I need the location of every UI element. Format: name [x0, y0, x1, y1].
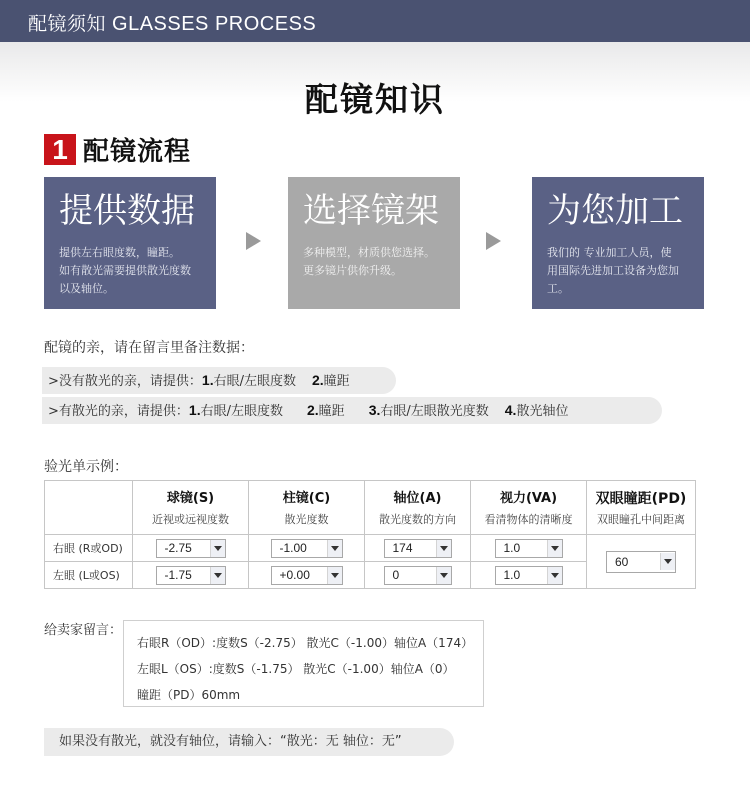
item-text: 右眼/左眼散光度数: [380, 404, 489, 419]
item-number: 2.: [306, 402, 319, 418]
step-desc-line: 用国际先进加工设备为您加: [547, 264, 679, 277]
va-select[interactable]: 1.0: [495, 539, 563, 558]
item-text: 瞳距: [318, 404, 345, 419]
item-number: 3.: [368, 402, 381, 418]
axis-select[interactable]: 0: [384, 566, 452, 585]
arrow-right-icon: [486, 232, 501, 250]
axis-select[interactable]: 174: [384, 539, 452, 558]
item-text: 右眼/左眼度数: [213, 374, 296, 389]
column-header-blank: [45, 481, 133, 535]
section-heading-text: 配镜流程: [83, 136, 192, 167]
va-cell: [471, 562, 587, 589]
arrow-right-icon: [246, 232, 261, 250]
item-number: 4.: [504, 402, 517, 418]
pd-select[interactable]: 60: [606, 551, 676, 573]
sphere-select[interactable]: -1.75: [156, 566, 226, 585]
item-text: 瞳距: [323, 374, 350, 389]
va-select[interactable]: 1.0: [495, 566, 563, 585]
cylinder-select[interactable]: +0.00: [271, 566, 343, 585]
section-number-badge: 1: [44, 134, 76, 165]
column-header-sphere: 球镜(S) 近视或远视度数: [133, 481, 249, 535]
step-desc-line: 我们的 专业加工人员，使: [547, 246, 672, 259]
column-header-pd: 双眼瞳距(PD) 双眼瞳孔中间距离: [587, 481, 696, 535]
step-desc-line: 工。: [547, 282, 569, 295]
note-prefix: >有散光的亲，请提供：: [48, 404, 189, 419]
no-astigmatism-note: [42, 367, 396, 394]
column-header-axis: 轴位(A) 散光度数的方向: [365, 481, 471, 535]
pd-cell: [587, 535, 696, 589]
note-prefix: >没有散光的亲，请提供：: [48, 374, 202, 389]
column-header-cylinder: 柱镜(C) 散光度数: [249, 481, 365, 535]
step-processing: [532, 177, 704, 309]
item-number: 2.: [311, 372, 324, 388]
chevron-down-icon: [214, 546, 222, 551]
cylinder-cell: [249, 535, 365, 562]
note-heading: 配镜的亲，请在留言里备注数据：: [44, 340, 254, 356]
chevron-down-icon: [331, 573, 339, 578]
table-row-right-eye: [45, 535, 696, 562]
step-title: 为您加工: [547, 191, 683, 231]
step-title: 提供数据: [59, 191, 195, 231]
step-desc-line: 以及轴位。: [59, 282, 114, 295]
axis-cell: [365, 535, 471, 562]
step-desc-line: 如有散光需要提供散光度数: [59, 264, 191, 277]
example-heading: 验光单示例：: [44, 459, 128, 475]
item-text: 右眼/左眼度数: [200, 404, 283, 419]
chevron-down-icon: [331, 546, 339, 551]
step-choose-frame: [288, 177, 460, 309]
message-box: [123, 620, 484, 707]
message-label: 给卖家留言：: [44, 623, 123, 638]
message-line: 瞳距（PD）60mm: [137, 688, 241, 702]
chevron-down-icon: [214, 573, 222, 578]
page-title: 配镜知识: [305, 80, 445, 119]
item-number: 1.: [201, 372, 214, 388]
step-title: 选择镜架: [303, 191, 439, 231]
section-heading: [44, 133, 191, 165]
astigmatism-note: [42, 397, 662, 424]
no-astigmatism-tip: 如果没有散光，就没有轴位，请输入：“散光：无 轴位：无”: [44, 728, 454, 756]
step-desc-line: 多种模型，材质供您选择。: [303, 246, 435, 259]
cylinder-cell: [249, 562, 365, 589]
row-label: 左眼 (L或OS): [45, 562, 133, 589]
chevron-down-icon: [551, 573, 559, 578]
step-desc-line: 更多镜片供你升级。: [303, 264, 402, 277]
sphere-cell: [133, 535, 249, 562]
sphere-cell: [133, 562, 249, 589]
sphere-select[interactable]: -2.75: [156, 539, 226, 558]
header-title-cn: 配镜须知: [28, 13, 107, 35]
chevron-down-icon: [440, 573, 448, 578]
step-desc-line: 提供左右眼度数，瞳距。: [59, 246, 180, 259]
header-title: [28, 9, 316, 36]
column-header-visual-acuity: 视力(VA) 看清物体的清晰度: [471, 481, 587, 535]
message-line: 左眼L（OS）:度数S（-1.75） 散光C（-1.00）轴位A（0）: [137, 662, 455, 676]
step-description: [303, 244, 446, 280]
axis-cell: [365, 562, 471, 589]
chevron-down-icon: [551, 546, 559, 551]
header-title-en: GLASSES PROCESS: [112, 13, 317, 35]
item-number: 1.: [188, 402, 201, 418]
message-line: 右眼R（OD）:度数S（-2.75） 散光C（-1.00）轴位A（174）: [137, 636, 474, 650]
item-text: 散光轴位: [516, 404, 569, 419]
chevron-down-icon: [664, 559, 672, 564]
step-description: [59, 244, 202, 298]
step-description: [547, 244, 690, 298]
page-header: [0, 0, 750, 42]
table-header-row: [45, 481, 696, 535]
row-label: 右眼 (R或OD): [45, 535, 133, 562]
cylinder-select[interactable]: -1.00: [271, 539, 343, 558]
va-cell: [471, 535, 587, 562]
prescription-table: [44, 480, 696, 589]
chevron-down-icon: [440, 546, 448, 551]
step-provide-data: [44, 177, 216, 309]
